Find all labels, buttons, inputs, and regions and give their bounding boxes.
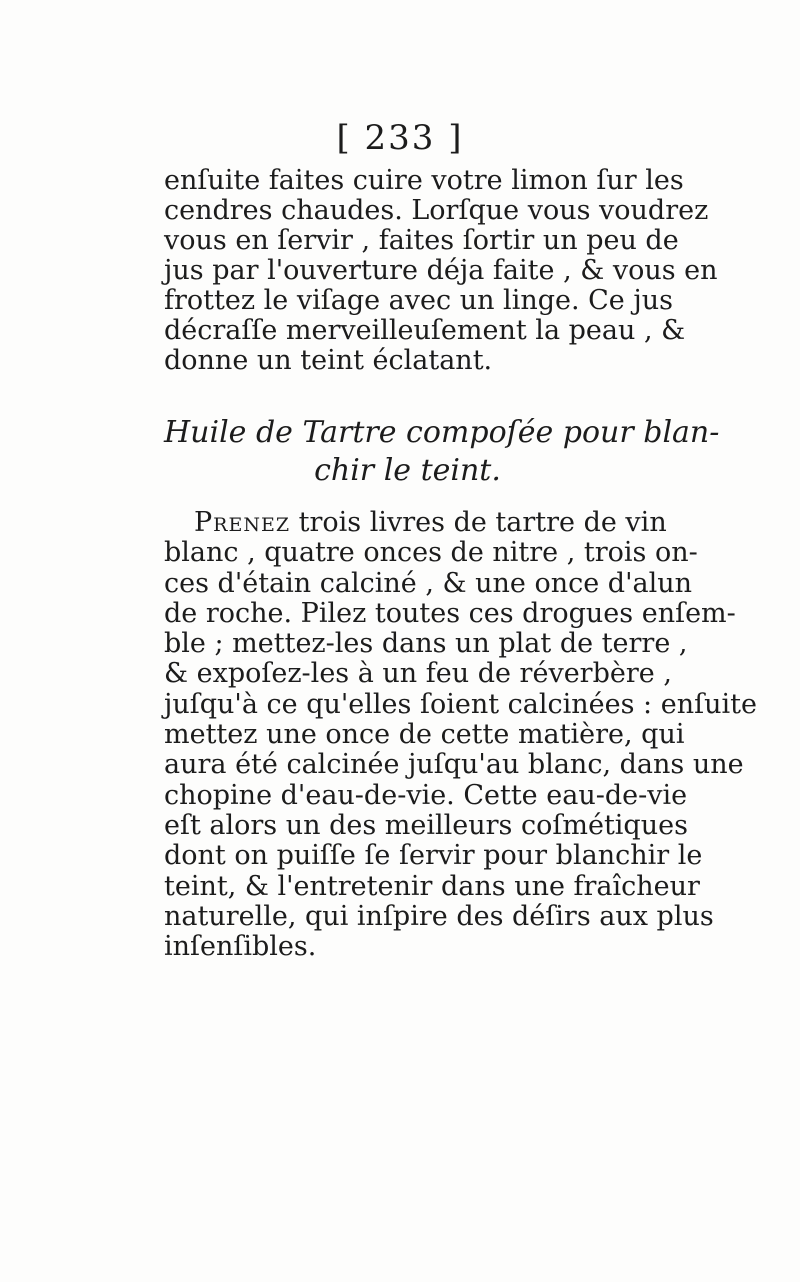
- text-line: de roche. Pilez toutes ces drogues enſem-: [164, 597, 736, 629]
- paragraph-continuation: [164, 165, 718, 376]
- text-line: décraſſe merveilleuſement la peau , &: [164, 315, 686, 346]
- text-line: ces d'étain calciné , & une once d'alun: [164, 567, 693, 599]
- text-line: enſuite faites cuire votre limon ſur les: [164, 165, 684, 196]
- text-line: [164, 507, 667, 538]
- text-line: dont on puiſſe ſe ſervir pour blanchir le: [164, 840, 703, 872]
- text-line: cendres chaudes. Lorſque vous voudrez: [164, 195, 709, 226]
- text-line: vous en ſervir , faites ſortir un peu de: [164, 225, 679, 256]
- opening-word: Prenez: [194, 507, 291, 538]
- recipe-paragraph: [164, 507, 757, 963]
- opening-line-rest: trois livres de tartre de vin: [290, 507, 667, 538]
- heading-line: chir le teint.: [314, 453, 501, 488]
- text-line: juſqu'à ce qu'elles ſoient calcinées : enſuite: [164, 688, 757, 720]
- page-number: [ 233 ]: [336, 118, 464, 158]
- text-line: jus par l'ouverture déja faite , & vous en: [164, 255, 718, 286]
- text-line: ble ; mettez-les dans un plat de terre ,: [164, 628, 688, 660]
- heading-line: Huile de Tartre compoſée pour blan-: [164, 415, 720, 450]
- text-line: mettez une once de cette matière, qui: [164, 719, 685, 751]
- text-line: teint, & l'entretenir dans une fraîcheur: [164, 870, 700, 902]
- text-line: donne un teint éclatant.: [164, 345, 493, 376]
- text-line: blanc , quatre onces de nitre , trois on-: [164, 537, 698, 569]
- text-line: chopine d'eau-de-vie. Cette eau-de-vie: [164, 779, 688, 811]
- text-line: frottez le viſage avec un linge. Ce jus: [164, 285, 673, 316]
- text-line: inſenſibles.: [164, 931, 317, 963]
- text-line: eſt alors un des meilleurs coſmétiques: [164, 809, 688, 841]
- text-line: aura été calcinée juſqu'au blanc, dans une: [164, 749, 744, 781]
- text-line: & expoſez-les à un feu de réverbère ,: [164, 658, 672, 690]
- text-line: naturelle, qui inſpire des déſirs aux plus: [164, 900, 714, 932]
- recipe-heading: [164, 414, 720, 490]
